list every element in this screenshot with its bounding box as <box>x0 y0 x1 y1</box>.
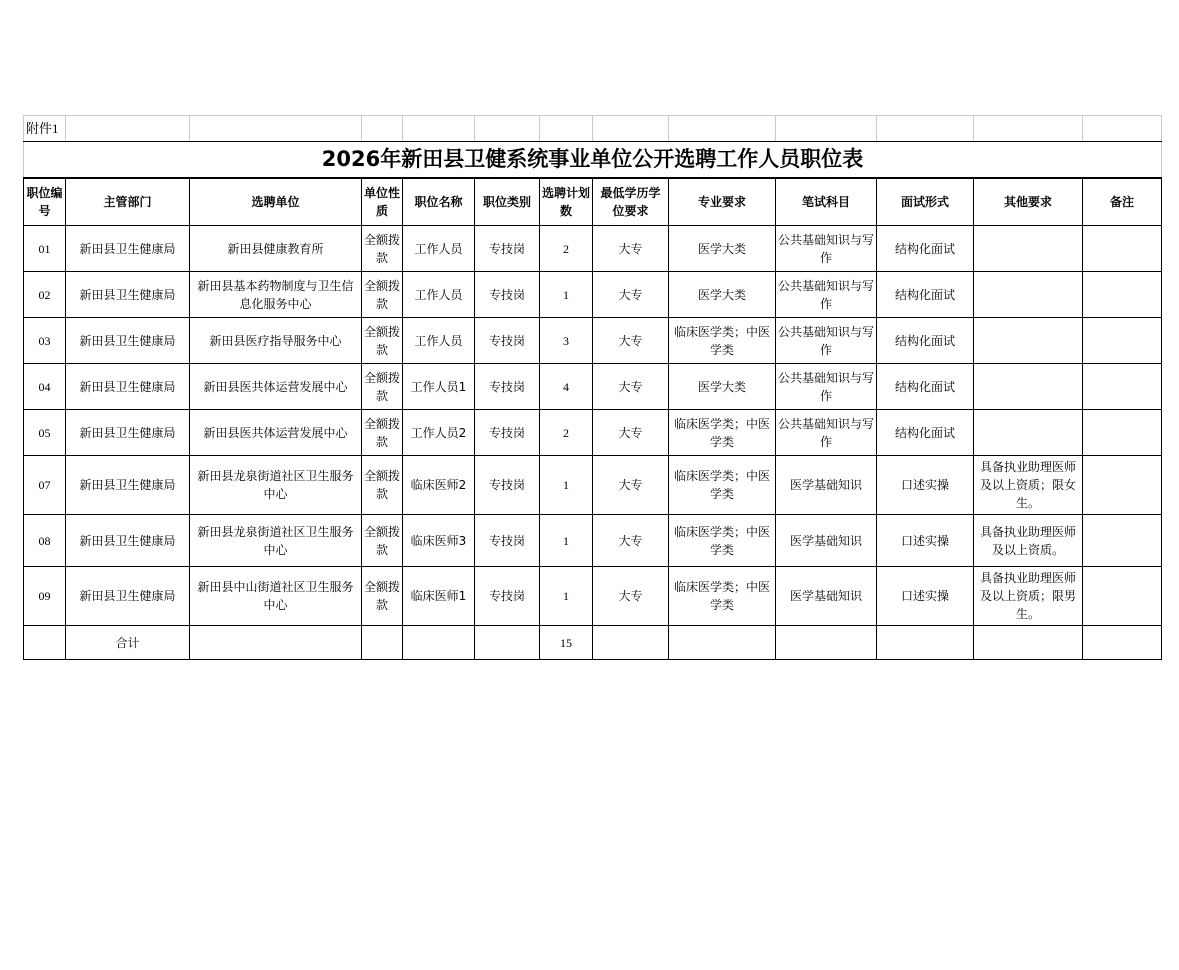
header-cell: 选聘计划数 <box>540 178 593 226</box>
education-requirement: 大专 <box>593 567 669 626</box>
empty-cell <box>669 626 776 660</box>
position-category: 专技岗 <box>475 567 540 626</box>
header-cell: 专业要求 <box>669 178 776 226</box>
department: 新田县卫生健康局 <box>66 226 190 272</box>
hiring-unit: 新田县健康教育所 <box>190 226 362 272</box>
attachment-row <box>24 116 1162 142</box>
header-cell: 其他要求 <box>974 178 1083 226</box>
department: 新田县卫生健康局 <box>66 456 190 515</box>
header-cell: 职位编号 <box>24 178 66 226</box>
empty-cell <box>1083 626 1162 660</box>
position-category: 专技岗 <box>475 272 540 318</box>
other-requirement <box>974 272 1083 318</box>
major-requirement: 临床医学类；中医学类 <box>669 410 776 456</box>
interview-format: 结构化面试 <box>877 318 974 364</box>
hiring-count: 1 <box>540 272 593 318</box>
other-requirement <box>974 410 1083 456</box>
remark <box>1083 272 1162 318</box>
remark <box>1083 456 1162 515</box>
department: 新田县卫生健康局 <box>66 318 190 364</box>
education-requirement: 大专 <box>593 456 669 515</box>
position-code: 04 <box>24 364 66 410</box>
exam-subject: 医学基础知识 <box>776 567 877 626</box>
major-requirement: 医学大类 <box>669 272 776 318</box>
table-row <box>24 456 1162 515</box>
header-cell: 笔试科目 <box>776 178 877 226</box>
position-code: 07 <box>24 456 66 515</box>
interview-format: 口述实操 <box>877 515 974 567</box>
table-row <box>24 515 1162 567</box>
page-title: 2026年新田县卫健系统事业单位公开选聘工作人员职位表 <box>24 142 1162 178</box>
hiring-unit: 新田县医疗指导服务中心 <box>190 318 362 364</box>
total-row <box>24 626 1162 660</box>
exam-subject: 医学基础知识 <box>776 456 877 515</box>
major-requirement: 医学大类 <box>669 364 776 410</box>
title-row <box>24 142 1162 178</box>
hiring-count: 4 <box>540 364 593 410</box>
position-code: 03 <box>24 318 66 364</box>
header-row <box>24 178 1162 226</box>
position-name: 工作人员1 <box>403 364 475 410</box>
table-row <box>24 364 1162 410</box>
table-row <box>24 318 1162 364</box>
empty-cell <box>403 626 475 660</box>
other-requirement <box>974 318 1083 364</box>
header-cell: 最低学历学位要求 <box>593 178 669 226</box>
other-requirement: 具备执业助理医师及以上资质；限女生。 <box>974 456 1083 515</box>
position-category: 专技岗 <box>475 456 540 515</box>
hiring-count: 1 <box>540 456 593 515</box>
empty-cell <box>24 626 66 660</box>
position-name: 工作人员 <box>403 226 475 272</box>
interview-format: 口述实操 <box>877 567 974 626</box>
other-requirement: 具备执业助理医师及以上资质；限男生。 <box>974 567 1083 626</box>
hiring-count: 2 <box>540 226 593 272</box>
position-category: 专技岗 <box>475 226 540 272</box>
other-requirement <box>974 226 1083 272</box>
interview-format: 结构化面试 <box>877 364 974 410</box>
header-cell: 主管部门 <box>66 178 190 226</box>
position-category: 专技岗 <box>475 515 540 567</box>
remark <box>1083 318 1162 364</box>
table-row <box>24 226 1162 272</box>
education-requirement: 大专 <box>593 364 669 410</box>
unit-nature: 全额拨款 <box>362 456 403 515</box>
major-requirement: 医学大类 <box>669 226 776 272</box>
exam-subject: 公共基础知识与写作 <box>776 410 877 456</box>
major-requirement: 临床医学类；中医学类 <box>669 456 776 515</box>
unit-nature: 全额拨款 <box>362 364 403 410</box>
position-name: 临床医师1 <box>403 567 475 626</box>
unit-nature: 全额拨款 <box>362 567 403 626</box>
hiring-unit: 新田县医共体运营发展中心 <box>190 410 362 456</box>
major-requirement: 临床医学类；中医学类 <box>669 567 776 626</box>
empty-cell <box>190 626 362 660</box>
position-name: 工作人员 <box>403 272 475 318</box>
remark <box>1083 226 1162 272</box>
empty-cell <box>776 626 877 660</box>
department: 新田县卫生健康局 <box>66 515 190 567</box>
position-category: 专技岗 <box>475 318 540 364</box>
education-requirement: 大专 <box>593 410 669 456</box>
total-count: 15 <box>540 626 593 660</box>
hiring-unit: 新田县龙泉街道社区卫生服务中心 <box>190 515 362 567</box>
hiring-count: 1 <box>540 515 593 567</box>
table-row <box>24 272 1162 318</box>
education-requirement: 大专 <box>593 226 669 272</box>
department: 新田县卫生健康局 <box>66 567 190 626</box>
interview-format: 结构化面试 <box>877 272 974 318</box>
exam-subject: 公共基础知识与写作 <box>776 272 877 318</box>
header-cell: 备注 <box>1083 178 1162 226</box>
hiring-count: 3 <box>540 318 593 364</box>
interview-format: 结构化面试 <box>877 226 974 272</box>
empty-cell <box>362 626 403 660</box>
exam-subject: 公共基础知识与写作 <box>776 318 877 364</box>
position-code: 05 <box>24 410 66 456</box>
remark <box>1083 567 1162 626</box>
hiring-unit: 新田县基本药物制度与卫生信息化服务中心 <box>190 272 362 318</box>
position-name: 临床医师2 <box>403 456 475 515</box>
major-requirement: 临床医学类；中医学类 <box>669 318 776 364</box>
hiring-unit: 新田县中山街道社区卫生服务中心 <box>190 567 362 626</box>
hiring-count: 2 <box>540 410 593 456</box>
unit-nature: 全额拨款 <box>362 515 403 567</box>
table-row <box>24 567 1162 626</box>
total-label: 合计 <box>66 626 190 660</box>
department: 新田县卫生健康局 <box>66 272 190 318</box>
remark <box>1083 515 1162 567</box>
hiring-unit: 新田县龙泉街道社区卫生服务中心 <box>190 456 362 515</box>
position-code: 02 <box>24 272 66 318</box>
major-requirement: 临床医学类；中医学类 <box>669 515 776 567</box>
hiring-unit: 新田县医共体运营发展中心 <box>190 364 362 410</box>
exam-subject: 公共基础知识与写作 <box>776 226 877 272</box>
remark <box>1083 410 1162 456</box>
other-requirement: 具备执业助理医师及以上资质。 <box>974 515 1083 567</box>
attachment-label: 附件1 <box>24 116 66 142</box>
education-requirement: 大专 <box>593 318 669 364</box>
empty-cell <box>877 626 974 660</box>
header-cell: 职位名称 <box>403 178 475 226</box>
position-name: 临床医师3 <box>403 515 475 567</box>
hiring-count: 1 <box>540 567 593 626</box>
empty-cell <box>593 626 669 660</box>
position-category: 专技岗 <box>475 410 540 456</box>
unit-nature: 全额拨款 <box>362 226 403 272</box>
unit-nature: 全额拨款 <box>362 410 403 456</box>
position-name: 工作人员2 <box>403 410 475 456</box>
header-cell: 单位性质 <box>362 178 403 226</box>
position-name: 工作人员 <box>403 318 475 364</box>
unit-nature: 全额拨款 <box>362 318 403 364</box>
empty-cell <box>974 626 1083 660</box>
position-category: 专技岗 <box>475 364 540 410</box>
header-cell: 面试形式 <box>877 178 974 226</box>
header-cell: 选聘单位 <box>190 178 362 226</box>
education-requirement: 大专 <box>593 272 669 318</box>
header-cell: 职位类别 <box>475 178 540 226</box>
department: 新田县卫生健康局 <box>66 364 190 410</box>
exam-subject: 医学基础知识 <box>776 515 877 567</box>
position-code: 09 <box>24 567 66 626</box>
position-code: 08 <box>24 515 66 567</box>
empty-cell <box>475 626 540 660</box>
position-code: 01 <box>24 226 66 272</box>
table-row <box>24 410 1162 456</box>
position-table <box>23 115 1162 660</box>
interview-format: 口述实操 <box>877 456 974 515</box>
other-requirement <box>974 364 1083 410</box>
interview-format: 结构化面试 <box>877 410 974 456</box>
remark <box>1083 364 1162 410</box>
department: 新田县卫生健康局 <box>66 410 190 456</box>
unit-nature: 全额拨款 <box>362 272 403 318</box>
education-requirement: 大专 <box>593 515 669 567</box>
exam-subject: 公共基础知识与写作 <box>776 364 877 410</box>
